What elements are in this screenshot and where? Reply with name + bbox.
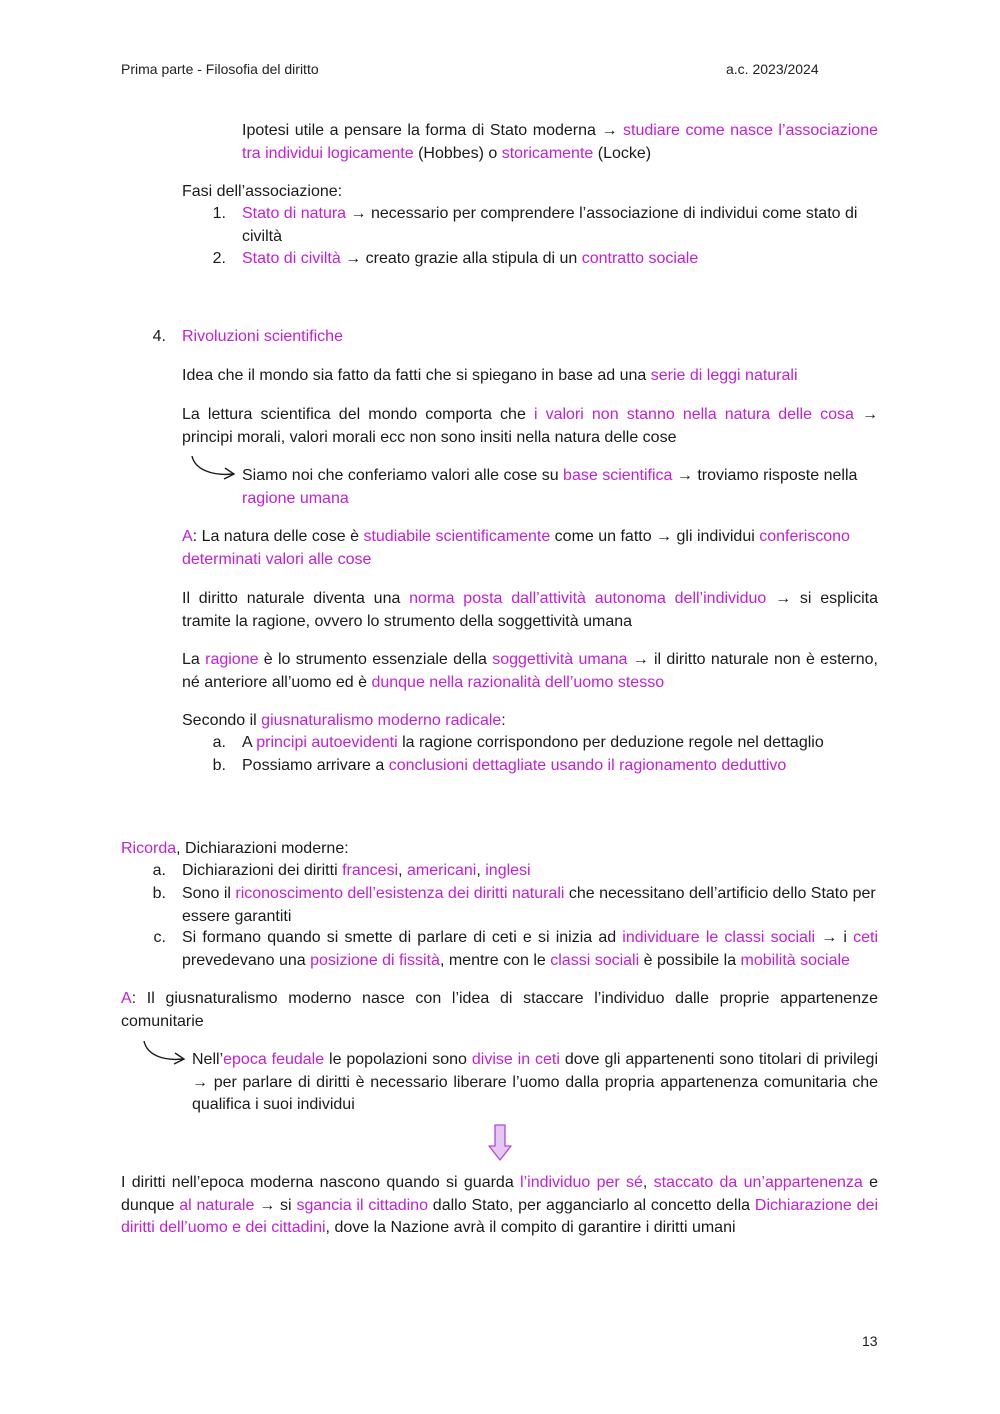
list-item: A principi autoevidenti la ragione corrispondono per deduzione regole nel dettaglio xyxy=(242,734,824,751)
list-letter: b. xyxy=(152,885,166,902)
paragraph-base-scientifica: Siamo noi che conferiamo valori alle cose su base scientifica → troviamo risposte nella ragione umana xyxy=(242,467,858,507)
section-title: Rivoluzioni scientifiche xyxy=(182,328,343,345)
page-number: 13 xyxy=(862,1333,878,1349)
header-course-title: Prima parte - Filosofia del diritto xyxy=(121,61,319,77)
list-item: Si formano quando si smette di parlare di ceti e si inizia ad individuare le classi sociali → i ceti prevedevano una posizione di fissità, mentre con le classi sociali è possibile la mobilità sociale xyxy=(182,929,879,969)
list-letter: a. xyxy=(212,734,226,751)
paragraph-diritto-naturale: Il diritto naturale diventa una norma posta dall’attività autonoma dell’individuo → si esplicita tramite la ragione, ovvero lo strumento della soggettività umana xyxy=(182,590,878,630)
paragraph-leggi-naturali: Idea che il mondo sia fatto da fatti che si spiegano in base ad una serie di leggi naturali xyxy=(182,367,798,384)
fasi-item-2: Stato di civiltà → creato grazie alla stipula di un contratto sociale xyxy=(242,250,699,267)
paragraph-ragione: La ragione è lo strumento essenziale della soggettività umana → il diritto naturale non è esterno, né anteriore all’uomo ed è dunque nella razionalità dell’uomo stesso xyxy=(182,651,878,691)
paragraph-natura-cose: A: La natura delle cose è studiabile scientificamente come un fatto → gli individui conferiscono determinati valori alle cose xyxy=(182,528,850,568)
list-number: 1. xyxy=(212,205,226,222)
ricorda-title: Ricorda, Dichiarazioni moderne: xyxy=(121,840,349,857)
paragraph-lettura-scientifica: La lettura scientifica del mondo comporta che i valori non stanno nella natura delle cosa → principi morali, valori morali ecc non sono insiti nella natura delle cose xyxy=(182,406,878,446)
list-item: Sono il riconoscimento dell’esistenza dei diritti naturali che necessitano dell’artificio dello Stato per essere garantiti xyxy=(182,885,876,925)
fasi-title: Fasi dell’associazione: xyxy=(182,183,343,200)
paragraph-giusnaturalismo-moderno: A: Il giusnaturalismo moderno nasce con l’idea di staccare l’individuo dalle proprie appartenenze comunitarie xyxy=(121,990,878,1030)
fasi-item-1: Stato di natura → necessario per comprendere l’associazione di individui come stato di civiltà xyxy=(242,205,858,245)
paragraph-diritti-epoca-moderna: I diritti nell’epoca moderna nascono quando si guarda l’individuo per sé, staccato da un’appartenenza e dunque al naturale → si sgancia il cittadino dallo Stato, per agganciarlo al concetto della Dichiarazione dei diritti dell’uomo e dei cittadini, dove la Nazione avrà il compito di garantire i diritti umani xyxy=(121,1174,879,1236)
header-academic-year: a.c. 2023/2024 xyxy=(726,61,819,77)
curved-arrow-icon xyxy=(141,1039,189,1067)
list-number: 2. xyxy=(212,250,226,267)
down-arrow-icon xyxy=(487,1124,513,1162)
section-number: 4. xyxy=(152,328,166,345)
list-letter: c. xyxy=(153,929,166,946)
paragraph-giusnaturalismo: Secondo il giusnaturalismo moderno radicale: xyxy=(182,712,506,729)
list-letter: b. xyxy=(212,757,226,774)
list-item: Possiamo arrivare a conclusioni dettagliate usando il ragionamento deduttivo xyxy=(242,757,787,774)
list-item: Dichiarazioni dei diritti francesi, americani, inglesi xyxy=(182,862,531,879)
list-letter: a. xyxy=(152,862,166,879)
curved-arrow-icon xyxy=(189,454,239,482)
intro-paragraph: Ipotesi utile a pensare la forma di Stato moderna → studiare come nasce l’associazione tra individui logicamente (Hobbes) o storicamente (Locke) xyxy=(242,122,878,162)
paragraph-epoca-feudale: Nell’epoca feudale le popolazioni sono divise in ceti dove gli appartenenti sono titolari di privilegi → per parlare di diritti è necessario liberare l’uomo dalla propria appartenenza comunitaria che qualifica i suoi individui xyxy=(192,1051,879,1113)
